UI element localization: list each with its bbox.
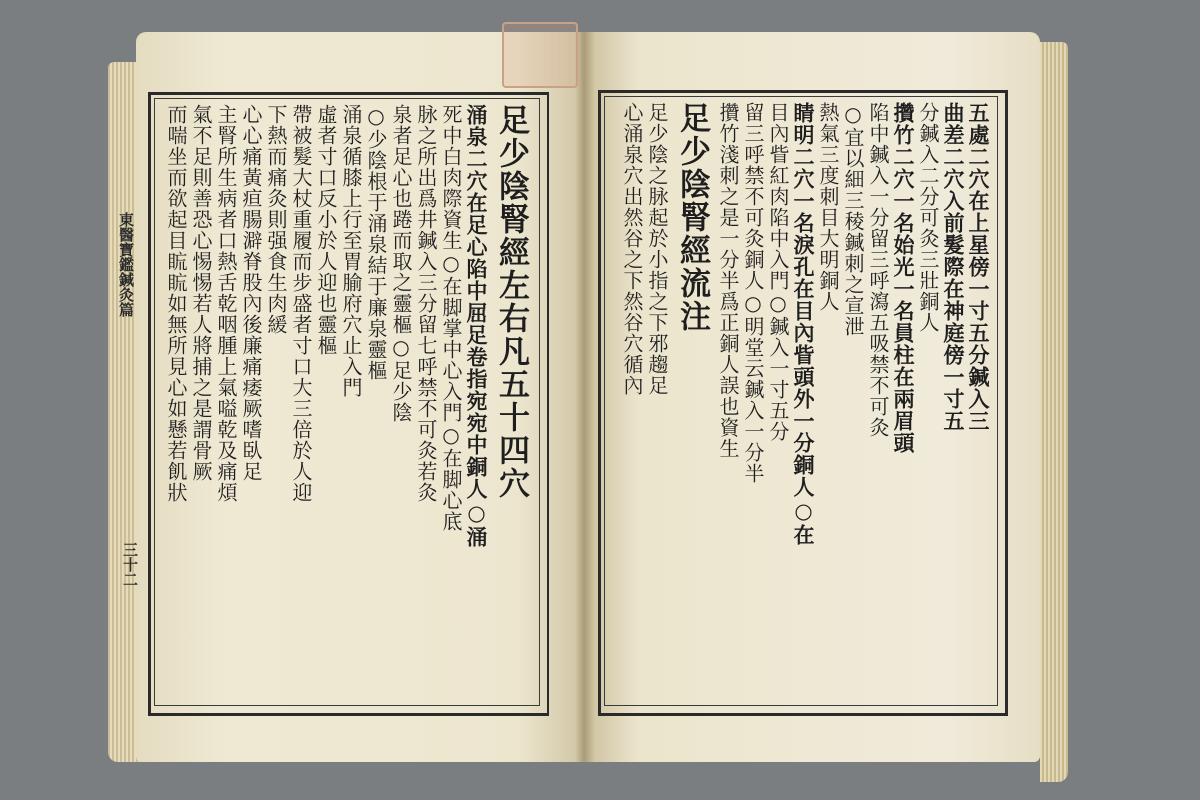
library-seal xyxy=(502,22,578,88)
right-page-column-8: 目內眥紅肉陷中入門○鍼入一寸五分 xyxy=(766,102,790,442)
right-page-column-9: 留三呼禁不可灸銅人○明堂云鍼入一分半 xyxy=(741,102,765,484)
right-page-column-2: 分鍼入二分可灸三壯銅人 xyxy=(916,102,940,333)
open-book xyxy=(108,22,1068,774)
right-page-column-6: 熱氣三度刺目大明銅人 xyxy=(816,102,840,312)
right-page-column-1: 曲差二穴入前髮際在神庭傍一寸五 xyxy=(941,102,966,432)
left-page-column-13: 而喘坐而欲起目䀮䀮如無所見心如懸若飢狀 xyxy=(164,104,188,503)
page-edge-right xyxy=(1040,42,1068,782)
left-page-column-6: 涌泉循膝上行至胃腧府穴止入門 xyxy=(339,104,363,398)
left-page-column-12: 氣不足則善恐心惕惕若人將捕之是謂骨厥 xyxy=(189,104,213,482)
left-page-column-11: 主腎所生病者口熱舌乾咽腫上氣嗌乾及痛煩 xyxy=(214,104,238,503)
left-page-column-3: 脉之所出爲井鍼入三分留七呼禁不可灸若灸 xyxy=(414,104,438,503)
right-page-column-13: 心涌泉穴出然谷之下然谷穴循內 xyxy=(620,102,644,396)
right-page-column-7: 睛明二穴一名淚孔在目內眥頭外一分銅人○在 xyxy=(791,102,816,546)
right-page-column-10: 攢竹淺刺之是一分半爲正銅人誤也資生 xyxy=(716,102,740,459)
right-page-column-0: 五處二穴在上星傍一寸五分鍼入三 xyxy=(966,102,991,432)
right-page-column-12: 足少陰之脉起於小指之下邪趨足 xyxy=(645,102,669,396)
left-page-column-4: 泉者足心也踡而取之靈樞○足少陰 xyxy=(389,104,413,423)
left-page-column-10: 心心痛黃疸腸澼脊股內後廉痛痿厥嗜臥足 xyxy=(239,104,263,482)
right-page-column-11: 足少陰腎經流注 xyxy=(674,102,710,333)
right-page-column-3: 攢竹二穴一名始光一名員柱在兩眉頭 xyxy=(891,102,916,454)
left-page-column-7: 虛者寸口反小於人迎也靈樞 xyxy=(314,104,338,356)
left-page-column-9: 下熱而痛灸則强食生肉緩 xyxy=(264,104,288,335)
right-page-column-4: 陷中鍼入一分留三呼瀉五吸禁不可灸 xyxy=(866,102,890,438)
left-folio-number: 三十二 xyxy=(121,542,139,587)
left-page-column-2: 死中白肉際資生○在脚掌中心入門○在脚心底 xyxy=(439,104,463,532)
left-page-column-8: 帶被髮大杖重履而步盛者寸口大三倍於人迎 xyxy=(289,104,313,503)
left-margin-title: 東醫寶鑑鍼灸篇 xyxy=(117,212,135,317)
left-page-column-0: 足少陰腎經左右凡五十四穴 xyxy=(493,104,529,500)
left-page-column-5: ○少陰根于涌泉結于廉泉靈樞 xyxy=(364,104,388,381)
book-gutter xyxy=(574,32,594,762)
left-page-column-1: 涌泉二穴在足心陷中屈足卷指宛宛中銅人○涌 xyxy=(464,104,489,548)
right-page-column-5: ○宜以細三稜鍼刺之宣泄 xyxy=(841,102,865,337)
